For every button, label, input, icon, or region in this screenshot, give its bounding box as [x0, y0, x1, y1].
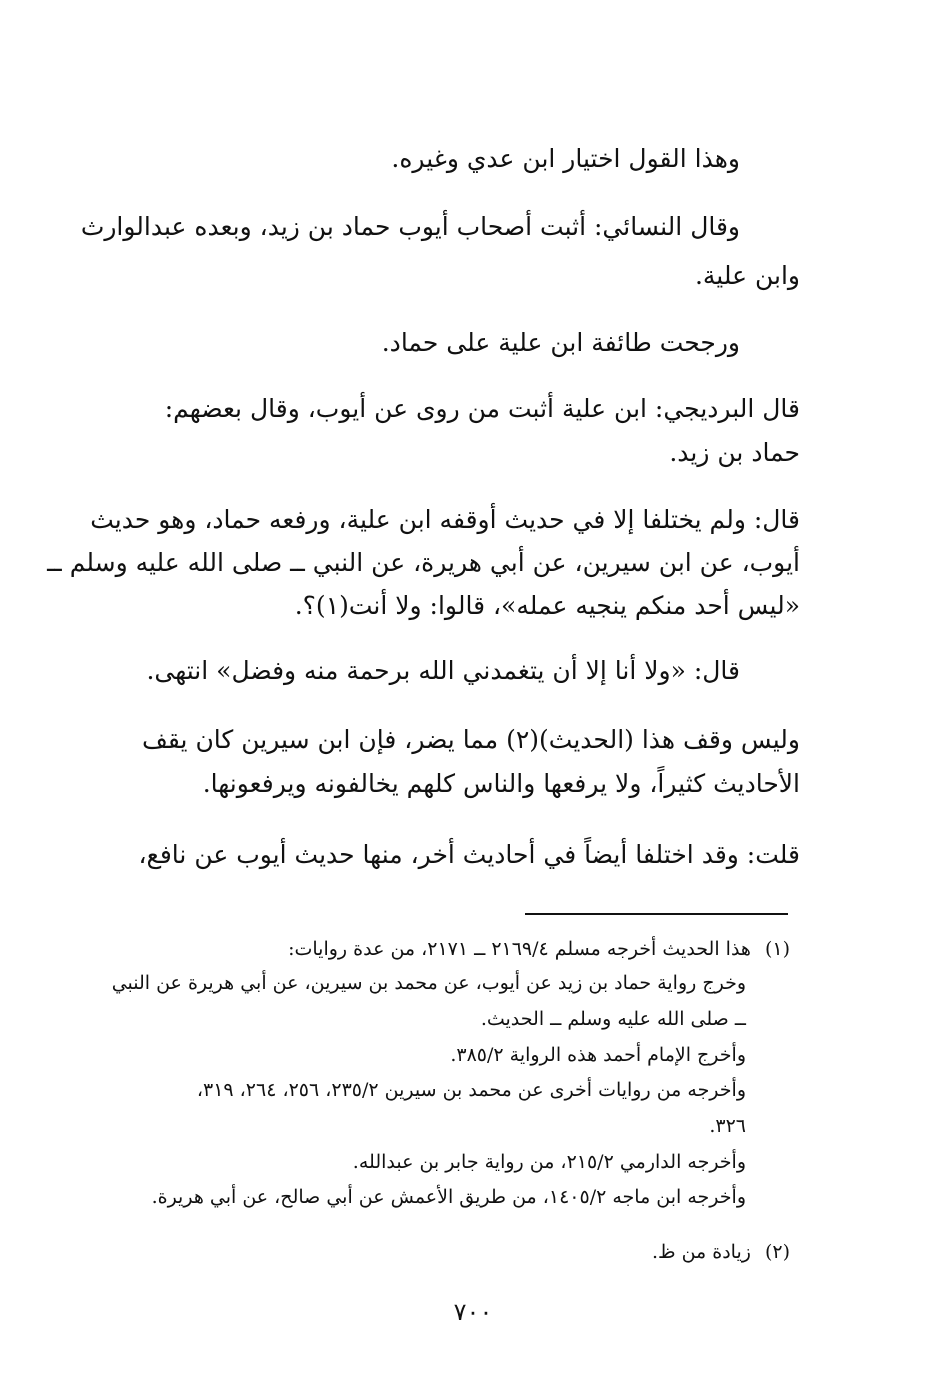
footnote-line: وخرج رواية حماد بن زيد عن أيوب، عن محمد بن سيرين، عن أبي هريرة عن النبي: [111, 972, 746, 994]
text-line: ورجحت طائفة ابن علية على حماد.: [381, 328, 740, 357]
text-line: أيوب، عن ابن سيرين، عن أبي هريرة، عن النبي ــ صلى الله عليه وسلم ــ: [47, 548, 800, 577]
footnote-line: وأخرجه من روايات أخرى عن محمد بن سيرين ٢٣٥/٢، ٢٥٦، ٢٦٤، ٣١٩،: [196, 1079, 746, 1101]
page-number: ٧٠٠: [453, 1298, 493, 1326]
footnote-line: ــ صلى الله عليه وسلم ــ الحديث.: [480, 1008, 746, 1030]
text-line: وابن علية.: [694, 261, 800, 290]
footnote-separator: [525, 913, 788, 915]
footnote-line: وأخرجه الدارمي ٢١٥/٢، من رواية جابر بن عبدالله.: [352, 1151, 746, 1173]
footnote-text: زيادة من ظ.: [651, 1241, 751, 1263]
text-line: وقال النسائي: أثبت أصحاب أيوب حماد بن زيد، وبعده عبدالوارث: [80, 212, 740, 241]
footnote-line: وأخرجه ابن ماجه ١٤٠٥/٢، من طريق الأعمش عن أبي صالح، عن أبي هريرة.: [151, 1186, 746, 1208]
text-line: قال البرديجي: ابن علية أثبت من روى عن أيوب، وقال بعضهم:: [164, 394, 800, 423]
footnote-2: [110, 1237, 790, 1267]
text-line: وليس وقف هذا (الحديث)(٢) مما يضر، فإن ابن سيرين كان يقف: [142, 725, 800, 754]
footnote-line: هذا الحديث أخرجه مسلم ٢١٦٩/٤ ــ ٢١٧١، من عدة روايات:: [288, 938, 751, 960]
text-line: وهذا القول اختيار ابن عدي وغيره.: [391, 144, 740, 173]
text-line: حماد بن زيد.: [669, 438, 800, 467]
text-line: «ليس أحد منكم ينجيه عمله»، قالوا: ولا أنت(١)؟.: [294, 591, 800, 620]
text-line: قال: «ولا أنا إلا أن يتغمدني الله برحمة منه وفضل» انتهى.: [146, 656, 740, 685]
footnote-1: [110, 934, 790, 964]
text-line: قلت: وقد اختلفا أيضاً في أحاديث أخر، منها حديث أيوب عن نافع،: [138, 840, 800, 869]
text-line: قال: ولم يختلفا إلا في حديث أوقفه ابن علية، ورفعه حماد، وهو حديث: [90, 505, 800, 534]
footnote-line: وأخرج الإمام أحمد هذه الرواية ٣٨٥/٢.: [450, 1044, 746, 1066]
footnote-number: (١): [764, 938, 790, 960]
text-line: الأحاديث كثيراً، ولا يرفعها والناس كلهم يخالفونه ويرفعونها.: [202, 769, 800, 798]
footnote-number: (٢): [764, 1241, 790, 1263]
footnote-line: ٣٢٦.: [709, 1115, 746, 1137]
